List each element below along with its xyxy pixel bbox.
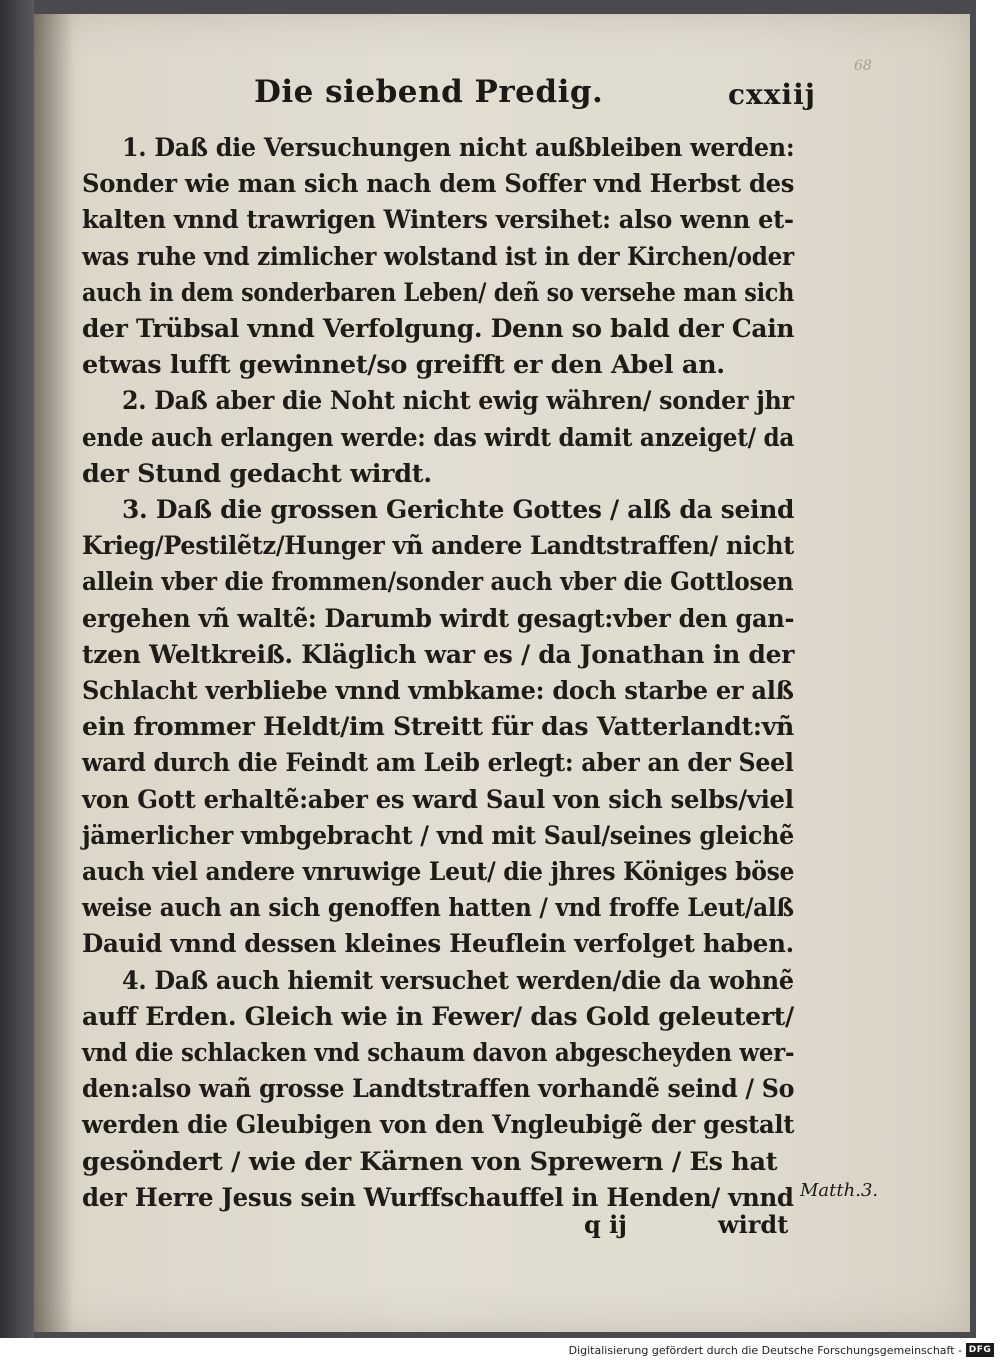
margin-reference: Matth.3. [800, 1180, 879, 1201]
text-line: tzen Weltkreiß. Kläglich war es / da Jonathan in der [82, 639, 795, 670]
text-line: 2. Daß aber die Noht nicht ewig währen/ sonder jhr [122, 386, 794, 417]
text-line: was ruhe vnd zimlicher wolstand ist in der Kirchen/oder [82, 241, 794, 272]
text-line: der Stund gedacht wirdt. [82, 458, 432, 489]
text-line: der Trübsal vnnd Verfolgung. Denn so bald der Cain [82, 314, 795, 344]
text-line: allein vber die frommen/sonder auch vber die Gottlosen [82, 567, 794, 598]
dfg-logo-icon: DFG [966, 1343, 994, 1357]
text-line: kalten vnnd trawrigen Winters versihet: also wenn et- [82, 205, 794, 236]
text-line: ein frommer Heldt/im Streitt für das Vatterlandt:vñ [82, 712, 794, 743]
text-line: vnd die schlacken vnd schaum davon abgescheyden wer- [82, 1038, 795, 1068]
text-line: gesöndert / wie der Kärnen von Sprewern / Es hat [82, 1146, 778, 1177]
text-line: ward durch die Feindt am Leib erlegt: aber an der Seel [82, 748, 794, 779]
text-line: Sonder wie man sich nach dem Soffer vnd Herbst des [82, 169, 795, 200]
text-line: jämerlicher vmbgebracht / vnd mit Saul/seines gleichẽ [82, 820, 794, 851]
pencil-foliation: 68 [854, 58, 872, 74]
text-line: den:also wañ grosse Landtstraffen vorhandẽ seind / So [82, 1074, 795, 1105]
funding-credit: Digitalisierung gefördert durch die Deutsche Forschungsgemeinschaft - [568, 1344, 962, 1357]
binding-shadow [0, 0, 34, 1338]
text-line: etwas lufft gewinnet/so greifft er den Abel an. [82, 350, 725, 381]
page-gutter [34, 14, 74, 1332]
running-head: Die siebend Predig. [254, 74, 604, 110]
text-line: 1. Daß die Versuchungen nicht außbleiben werden: [122, 133, 795, 163]
text-line: weise auch an sich genoffen hatten / vnd froffe Leut/alß [82, 893, 794, 924]
catchword: wirdt [718, 1210, 789, 1239]
text-line: 4. Daß auch hiemit versuchet werden/die da wohnẽ [122, 965, 794, 996]
text-line: auff Erden. Gleich wie in Fewer/ das Gold geleutert/ [82, 1001, 794, 1032]
text-line: Dauid vnnd dessen kleines Heuflein verfolget haben. [82, 929, 794, 960]
text-line: 3. Daß die grossen Gerichte Gottes / alß da seind [122, 495, 795, 525]
text-line: werden die Gleubigen von den Vngleubigẽ der gestalt [82, 1110, 795, 1141]
text-line: auch in dem sonderbaren Leben/ deñ so versehe man sich [82, 277, 795, 308]
text-line: der Herre Jesus sein Wurffschauffel in Henden/ vnnd [82, 1182, 794, 1213]
text-line: ende auch erlangen werde: das wirdt damit anzeiget/ da [82, 422, 795, 453]
signature-mark: q ij [584, 1210, 627, 1239]
digitization-footer [0, 1340, 1000, 1362]
text-line: von Gott erhaltẽ:aber es ward Saul von sich selbs/viel [82, 784, 794, 815]
text-line: Schlacht verbliebe vnnd vmbkame: doch starbe er alß [82, 676, 794, 706]
text-line: auch viel andere vnruwige Leut/ die jhres Königes böse [82, 857, 795, 887]
folio-number: cxxiij [728, 78, 816, 111]
text-line: ergehen vñ waltẽ: Darumb wirdt gesagt:vber den gan- [82, 603, 795, 634]
text-line: Krieg/Pestilẽtz/Hunger vñ andere Landtstraffen/ nicht [82, 531, 794, 562]
